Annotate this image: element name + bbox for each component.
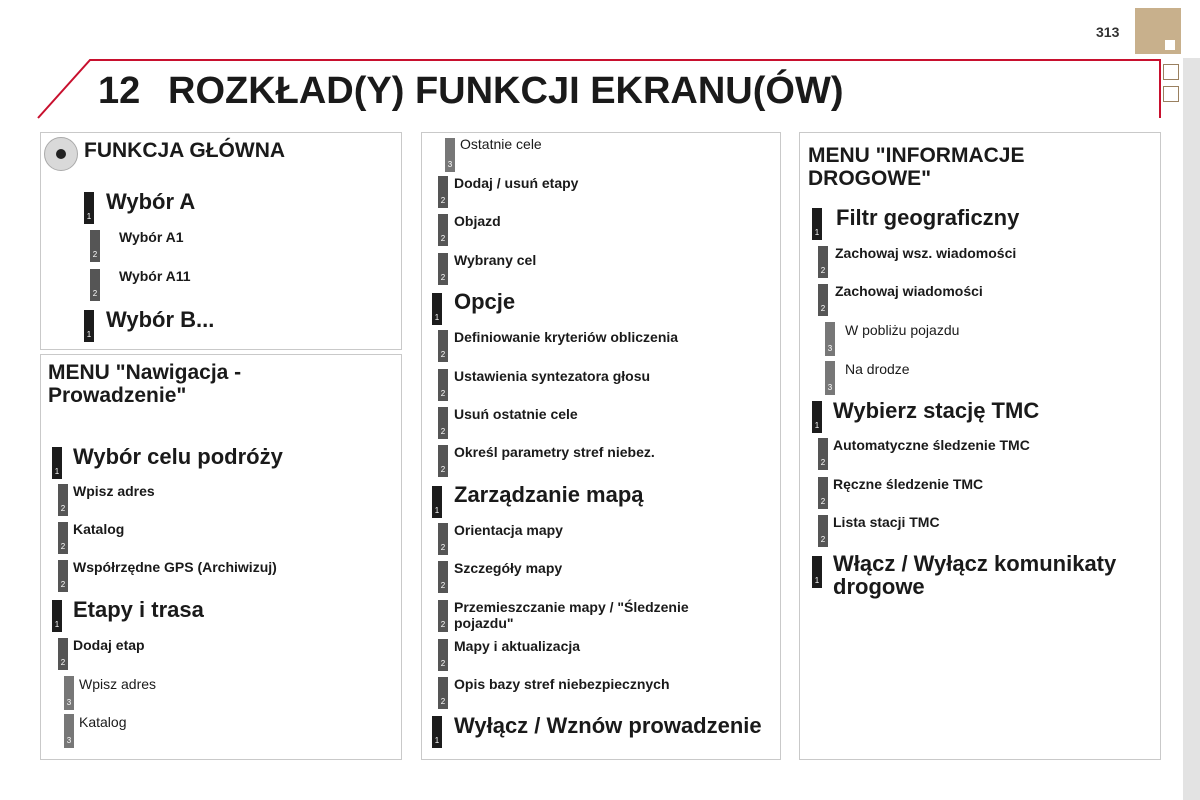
nav-menu-title-line1: MENU "Nawigacja - bbox=[48, 361, 242, 384]
traffic-item-text: W pobliżu pojazdu bbox=[845, 322, 960, 338]
nav-menu-box bbox=[40, 354, 402, 760]
col2-item-text: Wybrany cel bbox=[454, 252, 537, 268]
col2-item-13-text bbox=[454, 599, 689, 631]
main-function-title: FUNKCJA GŁÓWNA bbox=[84, 139, 286, 162]
col2-item-text: Definiowanie kryteriów obliczenia bbox=[454, 329, 679, 345]
col2-item-text: Ostatnie cele bbox=[460, 136, 542, 152]
col2-item-text: Wyłącz / Wznów prowadzenie bbox=[454, 713, 762, 738]
traffic-item-text: Automatyczne śledzenie TMC bbox=[833, 437, 1030, 453]
nav-item-text: Etapy i trasa bbox=[73, 597, 204, 622]
page-number: 313 bbox=[1096, 24, 1120, 40]
col2-item-text: Objazd bbox=[454, 213, 501, 229]
col2-item-text-line1: Przemieszczanie mapy / "Śledzenie bbox=[454, 599, 689, 615]
traffic-item-text: Zachowaj wiadomości bbox=[835, 283, 983, 299]
nav-menu-title bbox=[48, 361, 241, 407]
main-item-text: Wybór B... bbox=[106, 307, 215, 332]
chapter-number: 12 bbox=[98, 70, 141, 112]
traffic-item-text: Ręczne śledzenie TMC bbox=[833, 476, 984, 492]
col2-item-text: Szczegóły mapy bbox=[454, 560, 563, 576]
nav-item-text: Katalog bbox=[79, 714, 127, 730]
traffic-info-title-line2: DROGOWE" bbox=[808, 167, 932, 190]
nav-menu-title-line2: Prowadzenie" bbox=[48, 384, 187, 407]
side-bar bbox=[1183, 58, 1200, 800]
col2-item-text: Dodaj / usuń etapy bbox=[454, 175, 579, 191]
col2-item-text: Orientacja mapy bbox=[454, 522, 563, 538]
main-item-text: Wybór A bbox=[106, 189, 196, 214]
col2-item-text: Opcje bbox=[454, 289, 516, 314]
traffic-item-text: Wybierz stację TMC bbox=[833, 398, 1040, 423]
col2-item-text: Ustawienia syntezatora głosu bbox=[454, 368, 651, 384]
main-item-text: Wybór A11 bbox=[119, 268, 191, 284]
col2-item-text: Zarządzanie mapą bbox=[454, 482, 644, 507]
traffic-item-text: Lista stacji TMC bbox=[833, 514, 940, 530]
col2-item-text-line2: pojazdu" bbox=[454, 615, 514, 631]
traffic-item-text-line1: Włącz / Wyłącz komunikaty bbox=[833, 551, 1117, 576]
main-item-text: Wybór A1 bbox=[119, 229, 184, 245]
col2-item-text: Usuń ostatnie cele bbox=[454, 406, 578, 422]
col2-item-text: Opis bazy stref niebezpiecznych bbox=[454, 676, 670, 692]
col2-item-text: Mapy i aktualizacja bbox=[454, 638, 581, 654]
nav-item-text: Wpisz adres bbox=[79, 676, 157, 692]
traffic-item-text: Na drodze bbox=[845, 361, 910, 377]
traffic-item-text: Filtr geograficzny bbox=[836, 205, 1020, 230]
chapter-title: ROZKŁAD(Y) FUNKCJI EKRANU(ÓW) bbox=[168, 70, 844, 112]
nav-item-text: Współrzędne GPS (Archiwizuj) bbox=[73, 559, 277, 575]
traffic-item-10-text bbox=[833, 552, 1116, 598]
traffic-info-title bbox=[808, 144, 1024, 190]
nav-item-text: Katalog bbox=[73, 521, 125, 537]
traffic-info-title-line1: MENU "INFORMACJE bbox=[808, 144, 1025, 167]
traffic-item-text: Zachowaj wsz. wiadomości bbox=[835, 245, 1017, 261]
nav-item-text: Dodaj etap bbox=[73, 637, 145, 653]
traffic-item-text-line2: drogowe bbox=[833, 574, 925, 599]
col2-item-text: Określ parametry stref niebez. bbox=[454, 444, 655, 460]
nav-item-text: Wpisz adres bbox=[73, 483, 155, 499]
light-bulb-icon bbox=[44, 137, 78, 171]
nav-item-text: Wybór celu podróży bbox=[73, 444, 283, 469]
